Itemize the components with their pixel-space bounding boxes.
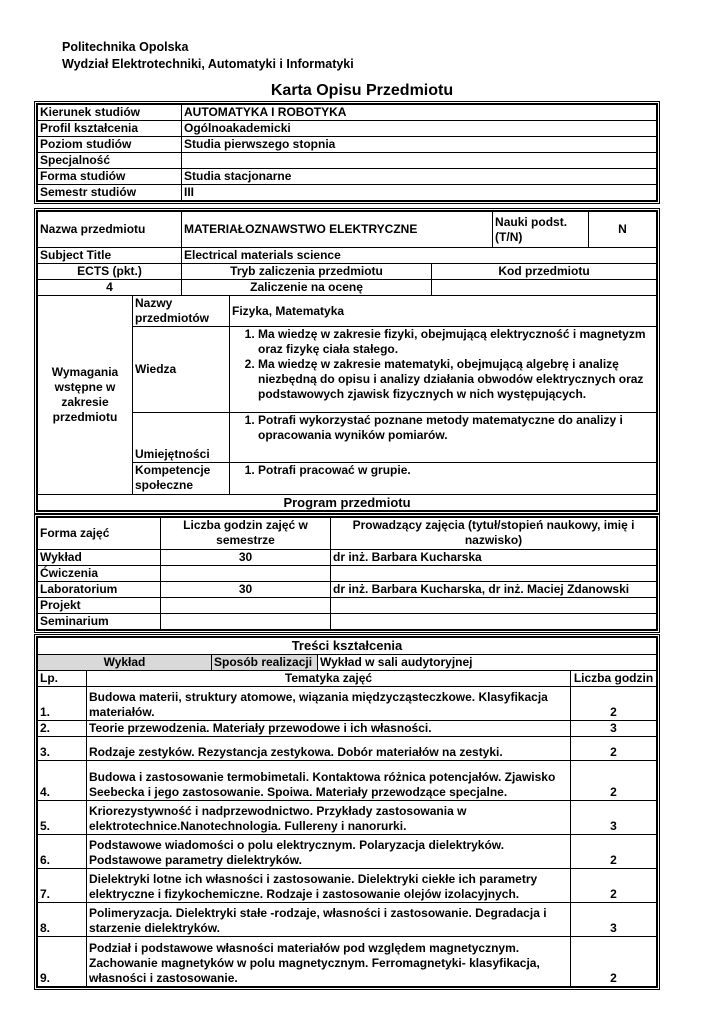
class-form: Ćwiczenia <box>38 566 161 582</box>
topic-hours: 2 <box>571 737 657 761</box>
class-teacher <box>331 598 657 614</box>
classes-form-header: Forma zajęć <box>38 518 161 550</box>
studies-row <box>38 169 657 185</box>
skill-item: 1. Potrafi wykorzystać poznane metody matematyczne do analizy i opracowania wyników pomiarów. <box>258 413 654 443</box>
page-title: Karta Opisu Przedmiotu <box>270 82 454 99</box>
class-teacher: dr inż. Barbara Kucharska, dr inż. Maciej Zdanowski <box>331 582 657 598</box>
topic-number: 7. <box>38 869 87 903</box>
course-name-value: MATERIAŁOZNAWSTWO ELEKTRYCZNE <box>182 212 493 248</box>
class-row <box>38 550 657 566</box>
studies-value: AUTOMATYKA I ROBOTYKA <box>182 105 657 121</box>
knowledge-item: 2. Ma wiedzę w zakresie matematyki, obejmującą algebrę i analizę niezbędną do opisu i analizy działania obwodów elektrycznych oraz podstawowych zjawisk fizycznych w nich występujących. <box>258 357 654 402</box>
topic-hours: 2 <box>571 835 657 869</box>
studies-row <box>38 153 657 169</box>
studies-label: Semestr studiów <box>38 185 182 201</box>
class-row <box>38 582 657 598</box>
topic-number: 6. <box>38 835 87 869</box>
topic-text: Budowa i zastosowanie termobimetali. Kontaktowa różnica potencjałów. Zjawisko Seebecka i jego zastosowanie. Spoiwa. Materiały przewodzące specjalne. <box>87 761 571 801</box>
class-row <box>38 598 657 614</box>
lecture-label: Wykład <box>38 655 212 671</box>
social-competences-label: Kompetencje społeczne <box>133 463 230 495</box>
classes-hours-header: Liczba godzin zajęć w semestrze <box>161 518 331 550</box>
faculty-name: Wydział Elektrotechniki, Automatyki i Informatyki <box>62 57 354 71</box>
prereq-names-value: Fizyka, Matematyka <box>230 296 657 327</box>
studies-row <box>38 137 657 153</box>
class-form: Laboratorium <box>38 582 161 598</box>
topic-number: 2. <box>38 721 87 737</box>
topic-number: 8. <box>38 903 87 937</box>
class-row <box>38 614 657 630</box>
class-teacher: dr inż. Barbara Kucharska <box>331 550 657 566</box>
studies-value <box>182 153 657 169</box>
basic-sciences-label: Nauki podst. (T/N) <box>493 212 589 248</box>
knowledge-label: Wiedza <box>133 327 230 413</box>
skills-label: Umiejętności <box>133 413 230 463</box>
topic-text: Kriorezystywność i nadprzewodnictwo. Przykłady zastosowania w elektrotechnice.Nanotechnologia. Fullereny i nanorurki. <box>87 801 571 835</box>
mode-value: Zaliczenie na ocenę <box>182 280 432 296</box>
course-name-label: Nazwa przedmiotu <box>38 212 182 248</box>
topic-row <box>38 687 657 721</box>
knowledge-list <box>230 327 657 413</box>
ects-value: 4 <box>38 280 182 296</box>
topic-number: 1. <box>38 687 87 721</box>
topic-hours: 2 <box>571 687 657 721</box>
topic-row <box>38 903 657 937</box>
studies-value: Ogólnoakademicki <box>182 121 657 137</box>
course-table <box>34 208 660 514</box>
studies-row <box>38 121 657 137</box>
topic-text: Budowa materii, struktury atomowe, wiązania międzycząsteczkowe. Klasyfikacja materiałów. <box>87 687 571 721</box>
prereq-names-label: Nazwy przedmiotów <box>133 296 230 327</box>
class-hours: 30 <box>161 582 331 598</box>
topic-hours: 2 <box>571 937 657 987</box>
method-value: Wykład w sali audytoryjnej <box>318 655 657 671</box>
studies-row <box>38 105 657 121</box>
studies-label: Specjalność <box>38 153 182 169</box>
topic-row <box>38 869 657 903</box>
topic-row <box>38 737 657 761</box>
requirements-label: Wymagania wstępne w zakresie przedmiotu <box>38 296 133 495</box>
topic-hours: 3 <box>571 801 657 835</box>
class-form: Wykład <box>38 550 161 566</box>
studies-label: Kierunek studiów <box>38 105 182 121</box>
topic-number: 4. <box>38 761 87 801</box>
studies-value: III <box>182 185 657 201</box>
studies-row <box>38 185 657 201</box>
lp-header: Lp. <box>38 671 87 687</box>
class-teacher <box>331 614 657 630</box>
topic-text: Polimeryzacja. Dielektryki stałe -rodzaje, własności i zastosowanie. Degradacja i starzenie dielektryków. <box>87 903 571 937</box>
topic-text: Podział i podstawowe własności materiałów pod względem magnetycznym. Zachowanie magnetyków w polu magnetycznym. Ferromagnetyki- klasyfikacja, własności i zastosowanie. <box>87 937 571 987</box>
class-hours <box>161 598 331 614</box>
topic-row <box>38 801 657 835</box>
skills-list <box>230 413 657 463</box>
program-heading: Program przedmiotu <box>38 495 657 511</box>
topic-hours: 2 <box>571 761 657 801</box>
studies-label: Poziom studiów <box>38 137 182 153</box>
course-code-value <box>432 280 657 296</box>
topic-text: Dielektryki lotne ich własności i zastosowanie. Dielektryki ciekłe ich parametry elektryczne i fizykochemiczne. Rodzaje i zastosowanie olejów izolacyjnych. <box>87 869 571 903</box>
basic-sciences-value: N <box>589 212 657 248</box>
subject-title-value: Electrical materials science <box>182 248 657 264</box>
subject-title-label: Subject Title <box>38 248 182 264</box>
topic-hours: 3 <box>571 721 657 737</box>
hours-header: Liczba godzin <box>571 671 657 687</box>
studies-value: Studia pierwszego stopnia <box>182 137 657 153</box>
topic-number: 3. <box>38 737 87 761</box>
ects-label: ECTS (pkt.) <box>38 264 182 280</box>
class-hours <box>161 566 331 582</box>
studies-label: Profil kształcenia <box>38 121 182 137</box>
university-name: Politechnika Opolska <box>62 40 189 54</box>
studies-label: Forma studiów <box>38 169 182 185</box>
class-form: Seminarium <box>38 614 161 630</box>
method-label: Sposób realizacji <box>212 655 318 671</box>
topic-hours: 2 <box>571 869 657 903</box>
studies-value: Studia stacjonarne <box>182 169 657 185</box>
class-hours: 30 <box>161 550 331 566</box>
topic-row <box>38 721 657 737</box>
topic-text: Teorie przewodzenia. Materiały przewodowe i ich własności. <box>87 721 571 737</box>
classes-teacher-header: Prowadzący zajęcia (tytuł/stopień naukowy, imię i nazwisko) <box>331 518 657 550</box>
knowledge-item: 1. Ma wiedzę w zakresie fizyki, obejmującą elektryczność i magnetyzm oraz fizykę ciała stałego. <box>258 327 654 357</box>
mode-label: Tryb zaliczenia przedmiotu <box>182 264 432 280</box>
topic-row <box>38 761 657 801</box>
topic-row <box>38 835 657 869</box>
topic-header: Tematyka zajęć <box>87 671 571 687</box>
class-row <box>38 566 657 582</box>
topic-row <box>38 937 657 987</box>
topic-text: Podstawowe wiadomości o polu elektrycznym. Polaryzacja dielektryków. Podstawowe parametry dielektryków. <box>87 835 571 869</box>
topic-number: 5. <box>38 801 87 835</box>
course-code-label: Kod przedmiotu <box>432 264 657 280</box>
studies-table <box>34 101 660 204</box>
social-list <box>230 463 657 495</box>
content-heading: Treści kształcenia <box>38 638 657 655</box>
class-form: Projekt <box>38 598 161 614</box>
topic-number: 9. <box>38 937 87 987</box>
class-hours <box>161 614 331 630</box>
class-teacher <box>331 566 657 582</box>
content-table <box>34 634 660 990</box>
topic-hours: 3 <box>571 903 657 937</box>
social-item: 1. Potrafi pracować w grupie. <box>258 463 654 478</box>
topic-text: Rodzaje zestyków. Rezystancja zestykowa. Dobór materiałów na zestyki. <box>87 737 571 761</box>
classes-table <box>34 514 660 633</box>
